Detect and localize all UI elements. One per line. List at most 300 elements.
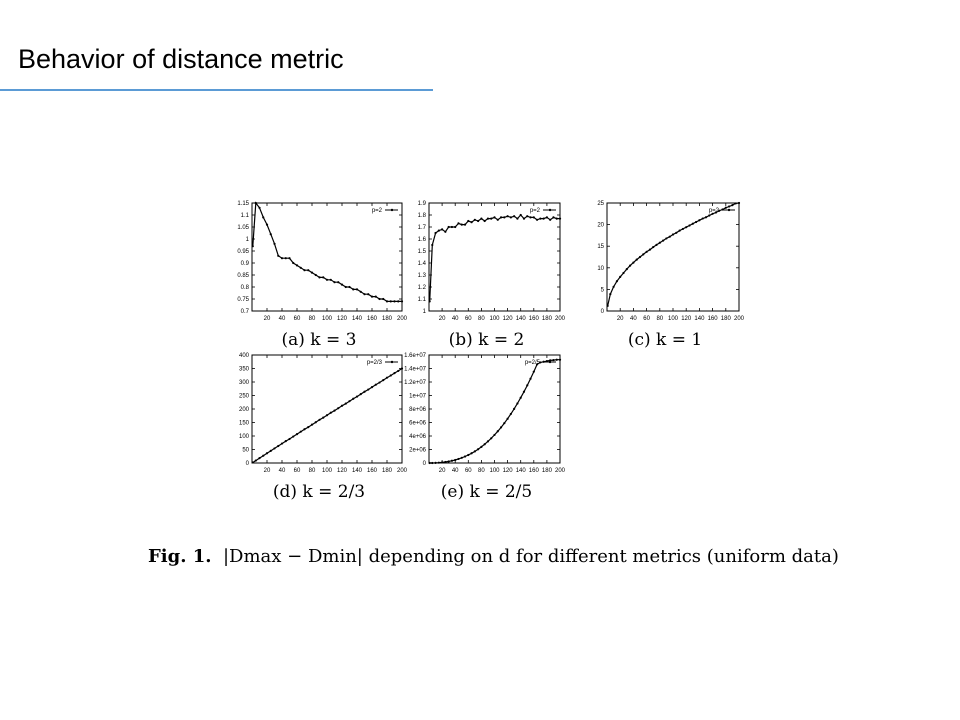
x-tick-label-a: 140: [351, 316, 363, 322]
series-line-e: [430, 360, 560, 463]
legend-label-c: p=2: [708, 208, 719, 214]
data-point-a: [401, 300, 403, 302]
series-line-a: [253, 203, 402, 301]
y-tick-label-a: 0.8: [240, 285, 249, 291]
x-tick-label-d: 80: [308, 468, 316, 474]
data-point-a: [375, 296, 377, 298]
data-point-d: [341, 405, 343, 407]
data-point-c: [738, 202, 740, 204]
x-tick-label-d: 120: [336, 468, 348, 474]
x-tick-label-a: 60: [293, 316, 301, 322]
legend-marker-a: [391, 209, 393, 211]
subplot-caption-a: (a) k = 3: [281, 330, 357, 350]
x-tick-label-a: 100: [321, 316, 333, 322]
data-point-b: [529, 216, 531, 218]
x-tick-label-c: 100: [667, 316, 679, 322]
data-point-a: [363, 293, 365, 295]
data-point-e: [438, 462, 440, 464]
y-tick-label-a: 1.1: [240, 213, 249, 219]
data-point-d: [386, 377, 388, 379]
data-point-e: [533, 371, 535, 373]
y-tick-label-b: 1.5: [417, 249, 426, 255]
data-point-c: [675, 232, 677, 234]
data-point-c: [692, 223, 694, 225]
subplot-caption-c: (c) k = 1: [627, 330, 703, 350]
data-point-a: [252, 245, 254, 247]
data-point-c: [662, 239, 664, 241]
y-tick-label-a: 1.15: [237, 201, 249, 207]
y-tick-label-e: 1.4e+07: [404, 366, 426, 373]
x-tick-label-d: 160: [366, 468, 378, 474]
data-point-d: [378, 381, 380, 383]
subplot-caption-e: (e) k = 2/5: [440, 482, 533, 502]
legend-label-a: p=2: [371, 208, 382, 214]
data-point-a: [318, 276, 320, 278]
slide-title: Behavior of distance metric: [18, 44, 344, 74]
data-point-a: [352, 288, 354, 290]
data-point-a: [390, 300, 392, 302]
data-point-c: [649, 249, 651, 251]
data-point-b: [441, 228, 443, 230]
data-point-d: [311, 424, 313, 426]
data-point-c: [619, 276, 621, 278]
data-point-c: [728, 205, 730, 207]
data-point-c: [669, 236, 671, 238]
data-point-e: [474, 450, 476, 452]
data-point-a: [330, 279, 332, 281]
data-point-c: [652, 246, 654, 248]
data-point-c: [613, 286, 615, 288]
data-point-a: [266, 224, 268, 226]
y-tick-label-d: 250: [238, 393, 249, 400]
y-tick-label-e: 1.2e+07: [404, 380, 426, 386]
x-tick-label-b: 80: [478, 316, 485, 322]
y-tick-label-c: 10: [597, 265, 604, 272]
y-tick-label-c: 5: [600, 287, 604, 294]
data-point-b: [470, 221, 472, 223]
data-point-b: [480, 218, 482, 220]
data-point-e: [444, 461, 446, 463]
x-tick-label-e: 180: [541, 468, 552, 474]
data-point-a: [281, 257, 283, 259]
data-point-b: [457, 222, 459, 224]
data-point-d: [382, 379, 384, 381]
data-point-b: [493, 216, 495, 218]
data-point-c: [735, 202, 737, 204]
data-point-d: [262, 455, 264, 457]
x-tick-label-e: 200: [554, 468, 566, 474]
x-tick-label-d: 20: [263, 468, 271, 474]
data-point-c: [679, 230, 681, 232]
data-point-a: [277, 255, 279, 257]
data-point-a: [367, 293, 369, 295]
data-point-a: [345, 286, 347, 288]
y-tick-label-d: 300: [238, 380, 249, 386]
data-point-a: [341, 284, 343, 286]
data-point-e: [457, 458, 459, 460]
data-point-d: [292, 435, 294, 437]
data-point-e: [454, 459, 456, 461]
series-line-c: [608, 203, 739, 306]
subplot-caption-b: (b) k = 2: [448, 330, 525, 350]
x-tick-label-a: 80: [308, 316, 316, 322]
y-tick-label-d: 100: [238, 434, 249, 440]
data-point-b: [510, 216, 512, 218]
x-tick-label-e: 160: [528, 468, 539, 474]
data-point-a: [292, 262, 294, 264]
data-point-b: [434, 232, 436, 234]
data-point-c: [659, 242, 661, 244]
data-point-e: [497, 430, 499, 432]
data-point-d: [393, 372, 395, 374]
data-point-a: [311, 272, 313, 274]
data-point-b: [464, 224, 466, 226]
data-point-b: [454, 226, 456, 228]
data-point-d: [363, 391, 365, 393]
data-point-b: [549, 219, 551, 221]
data-point-c: [731, 204, 733, 206]
data-point-e: [448, 460, 450, 462]
data-point-e: [552, 359, 554, 361]
x-tick-label-c: 180: [720, 316, 731, 322]
data-point-a: [307, 269, 309, 271]
data-point-d: [300, 431, 302, 433]
x-tick-label-a: 160: [366, 316, 378, 322]
data-point-e: [490, 437, 492, 439]
data-point-e: [523, 391, 525, 393]
x-tick-label-e: 120: [502, 468, 513, 474]
x-tick-label-c: 80: [656, 316, 664, 322]
x-tick-label-e: 100: [489, 468, 500, 474]
y-tick-label-c: 15: [597, 244, 604, 251]
data-point-c: [629, 265, 631, 267]
x-tick-label-d: 200: [396, 468, 408, 474]
data-point-b: [543, 218, 545, 220]
data-point-c: [655, 244, 657, 246]
data-point-e: [467, 454, 469, 456]
x-tick-label-b: 20: [438, 316, 446, 322]
legend-marker-c: [728, 209, 730, 211]
data-point-b: [520, 214, 522, 216]
data-point-b: [556, 218, 558, 220]
data-point-a: [300, 267, 302, 269]
y-tick-label-e: 0: [422, 461, 426, 467]
data-point-b: [533, 216, 535, 218]
data-point-e: [526, 384, 528, 386]
data-point-c: [708, 214, 710, 216]
data-point-c: [622, 272, 624, 274]
data-point-e: [477, 448, 479, 450]
y-tick-label-a: 1: [245, 237, 249, 243]
data-point-b: [546, 216, 548, 218]
y-tick-label-a: 0.75: [237, 297, 249, 303]
data-point-e: [513, 408, 515, 410]
data-point-a: [360, 291, 362, 293]
y-tick-label-d: 50: [242, 447, 249, 454]
x-tick-label-b: 160: [528, 316, 539, 322]
data-point-e: [500, 426, 502, 428]
x-tick-label-b: 40: [451, 316, 459, 322]
y-tick-label-e: 6e+06: [409, 420, 426, 427]
data-point-d: [367, 388, 369, 390]
x-tick-label-c: 60: [643, 316, 650, 322]
plot-frame-c: [607, 203, 739, 311]
legend-label-b: p=2: [529, 208, 540, 214]
data-point-b: [503, 216, 505, 218]
data-point-c: [705, 216, 707, 218]
data-point-b: [438, 230, 440, 232]
x-tick-label-e: 40: [451, 468, 459, 474]
data-point-d: [390, 374, 392, 376]
data-point-c: [642, 253, 644, 255]
data-point-c: [685, 226, 687, 228]
x-tick-label-d: 140: [351, 468, 363, 474]
data-point-c: [672, 233, 674, 235]
data-point-b: [526, 215, 528, 217]
data-point-e: [480, 446, 482, 448]
data-point-c: [607, 305, 609, 307]
plot-frame-d: [252, 355, 402, 463]
data-point-b: [507, 215, 509, 217]
x-tick-label-a: 20: [263, 316, 271, 322]
data-point-b: [490, 218, 492, 220]
data-point-d: [375, 384, 377, 386]
data-point-a: [273, 243, 275, 245]
x-tick-label-e: 60: [464, 468, 472, 474]
data-point-c: [609, 293, 611, 295]
data-point-d: [288, 438, 290, 440]
y-tick-label-a: 0.85: [237, 273, 249, 279]
legend-marker-e: [549, 361, 551, 363]
x-tick-label-c: 140: [694, 316, 705, 322]
data-point-e: [434, 462, 436, 464]
data-point-a: [371, 296, 373, 298]
data-point-b: [487, 218, 489, 220]
data-point-d: [273, 447, 275, 449]
data-point-b: [448, 226, 450, 228]
data-point-a: [356, 288, 358, 290]
data-point-b: [523, 218, 525, 220]
y-tick-label-b: 1.7: [417, 225, 426, 231]
data-point-d: [281, 442, 283, 444]
x-tick-label-d: 40: [278, 468, 286, 474]
data-point-d: [318, 419, 320, 421]
data-point-d: [333, 410, 335, 412]
data-point-d: [252, 461, 254, 463]
data-point-b: [539, 218, 541, 220]
x-tick-label-a: 180: [381, 316, 393, 322]
y-tick-label-b: 1.3: [417, 273, 426, 279]
data-point-a: [382, 298, 384, 300]
x-tick-label-b: 180: [541, 316, 552, 322]
data-point-e: [559, 359, 561, 361]
data-point-b: [431, 244, 433, 246]
data-point-a: [386, 300, 388, 302]
data-point-e: [503, 422, 505, 424]
x-tick-label-d: 60: [293, 468, 301, 474]
x-tick-label-b: 120: [502, 316, 513, 322]
x-tick-label-c: 20: [616, 316, 624, 322]
data-point-a: [337, 281, 339, 283]
legend-marker-b: [549, 209, 551, 211]
data-point-e: [510, 413, 512, 415]
y-tick-label-e: 1.6e+07: [404, 353, 426, 359]
subplot-caption-d: (d) k = 2/3: [272, 482, 366, 502]
data-point-c: [725, 207, 727, 209]
data-point-d: [266, 452, 268, 454]
data-point-e: [556, 359, 558, 361]
data-point-c: [695, 221, 697, 223]
data-point-a: [315, 274, 317, 276]
data-point-d: [345, 403, 347, 405]
data-point-e: [487, 440, 489, 442]
y-tick-label-b: 1.6: [417, 237, 426, 243]
data-point-e: [429, 462, 431, 464]
data-point-a: [262, 216, 264, 218]
data-point-d: [330, 412, 332, 414]
x-tick-label-b: 100: [489, 316, 500, 322]
data-point-a: [285, 257, 287, 259]
x-tick-label-c: 200: [733, 316, 745, 322]
data-point-b: [559, 218, 561, 220]
plot-frame-e: [429, 355, 560, 463]
y-tick-label-d: 350: [238, 366, 249, 373]
data-point-a: [270, 233, 272, 235]
data-point-b: [429, 300, 431, 302]
data-point-c: [665, 237, 667, 239]
data-point-c: [636, 258, 638, 260]
y-tick-label-e: 1e+07: [409, 393, 426, 400]
y-tick-label-c: 0: [600, 309, 604, 315]
data-point-e: [507, 418, 509, 420]
legend-label-d: p=2/3: [366, 360, 382, 366]
data-point-e: [431, 462, 433, 464]
data-point-b: [552, 216, 554, 218]
y-tick-label-b: 1.2: [417, 285, 426, 291]
data-point-e: [441, 461, 443, 463]
data-point-a: [303, 269, 305, 271]
data-point-d: [303, 428, 305, 430]
data-point-d: [348, 400, 350, 402]
series-line-b: [430, 215, 560, 301]
data-point-d: [315, 421, 317, 423]
data-point-d: [401, 367, 403, 369]
y-tick-label-d: 200: [238, 407, 249, 413]
x-tick-label-e: 140: [515, 468, 526, 474]
data-point-d: [352, 398, 354, 400]
data-point-d: [258, 457, 260, 459]
data-point-c: [698, 219, 700, 221]
x-tick-label-d: 100: [321, 468, 333, 474]
data-point-a: [255, 202, 257, 204]
data-point-b: [467, 220, 469, 222]
y-tick-label-b: 1.9: [417, 201, 426, 207]
data-point-e: [461, 457, 463, 459]
data-point-b: [536, 219, 538, 221]
data-point-c: [702, 217, 704, 219]
data-point-e: [484, 443, 486, 445]
data-point-d: [277, 445, 279, 447]
y-tick-label-e: 4e+06: [409, 434, 426, 440]
x-tick-label-e: 80: [478, 468, 485, 474]
data-point-d: [285, 440, 287, 442]
data-point-b: [513, 215, 515, 217]
data-point-d: [255, 459, 257, 461]
y-tick-label-a: 0.7: [240, 309, 249, 315]
data-point-d: [337, 407, 339, 409]
data-point-a: [397, 300, 399, 302]
y-tick-label-e: 8e+06: [409, 407, 426, 413]
data-point-d: [397, 370, 399, 372]
data-point-a: [326, 279, 328, 281]
y-tick-label-d: 400: [238, 353, 249, 359]
y-tick-label-c: 20: [597, 222, 604, 229]
y-tick-label-a: 0.95: [237, 249, 249, 255]
data-point-c: [688, 224, 690, 226]
y-tick-label-b: 1.8: [417, 213, 426, 219]
data-point-e: [493, 434, 495, 436]
legend-label-e: p=2/5: [524, 360, 540, 366]
data-point-a: [333, 281, 335, 283]
data-point-d: [326, 414, 328, 416]
data-point-a: [288, 257, 290, 259]
figure-caption: [148, 546, 839, 567]
data-point-a: [322, 276, 324, 278]
data-point-a: [378, 298, 380, 300]
figure-caption-label: Fig. 1.: [148, 546, 212, 567]
data-point-a: [258, 207, 260, 209]
data-point-c: [639, 256, 641, 258]
data-point-d: [371, 386, 373, 388]
data-point-b: [497, 219, 499, 221]
x-tick-label-c: 120: [681, 316, 692, 322]
x-tick-label-c: 160: [707, 316, 718, 322]
y-tick-label-b: 1: [422, 309, 426, 315]
data-point-b: [477, 220, 479, 222]
data-point-a: [296, 264, 298, 266]
data-point-b: [500, 216, 502, 218]
x-tick-label-b: 140: [515, 316, 526, 322]
x-tick-label-a: 120: [336, 316, 348, 322]
y-tick-label-b: 1.4: [417, 261, 426, 267]
data-point-c: [626, 268, 628, 270]
data-point-c: [616, 280, 618, 282]
data-point-b: [444, 231, 446, 233]
data-point-d: [360, 393, 362, 395]
data-point-e: [464, 455, 466, 457]
data-point-c: [646, 251, 648, 253]
y-tick-label-b: 1.1: [417, 297, 426, 303]
x-tick-label-b: 60: [464, 316, 472, 322]
data-point-c: [682, 228, 684, 230]
data-point-b: [484, 220, 486, 222]
y-tick-label-d: 0: [245, 461, 249, 467]
data-point-e: [529, 378, 531, 380]
data-point-b: [516, 218, 518, 220]
data-point-d: [296, 433, 298, 435]
plot-frame-a: [252, 203, 402, 311]
data-point-e: [520, 397, 522, 399]
data-point-e: [516, 402, 518, 404]
x-tick-label-c: 40: [630, 316, 637, 322]
x-tick-label-e: 20: [438, 468, 446, 474]
figure-caption-text: |Dmax − Dmin| depending on d for different metrics (uniform data): [222, 546, 839, 567]
data-point-b: [474, 219, 476, 221]
data-point-d: [356, 395, 358, 397]
data-point-a: [348, 286, 350, 288]
data-point-e: [470, 452, 472, 454]
y-tick-label-a: 1.05: [237, 225, 249, 231]
